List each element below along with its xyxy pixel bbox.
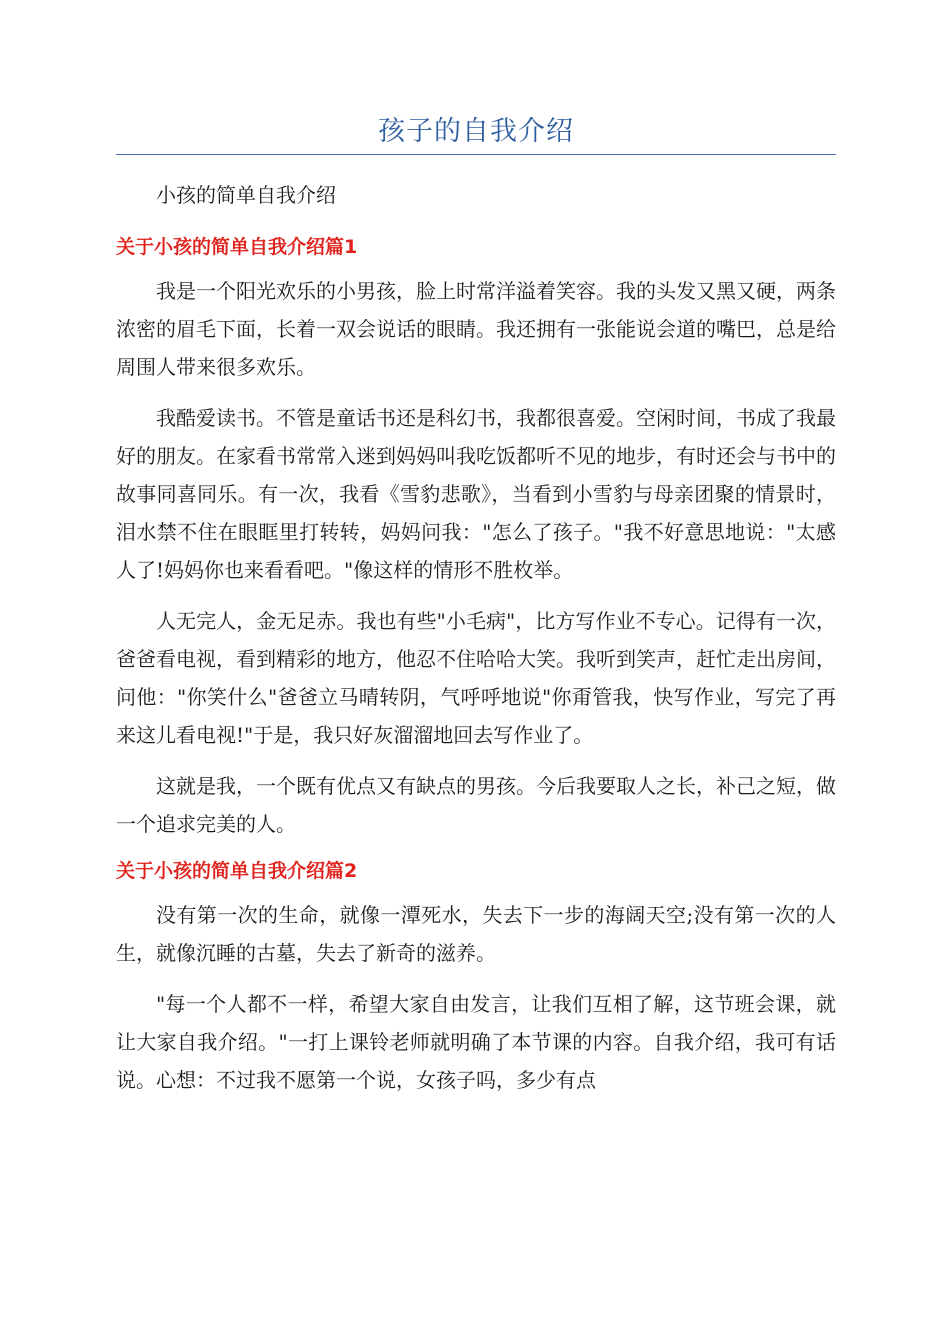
section-heading: 关于小孩的简单自我介绍篇1 xyxy=(116,236,358,258)
paragraph: 人无完人，金无足赤。我也有些"小毛病"，比方写作业不专心。记得有一次，爸爸看电视，看到精彩的地方，他忍不住哈哈大笑。我听到笑声，赶忙走出房间，问他："你笑什么"爸爸立马晴转阴，气呼呼地说"你甭管我，快写作业，写完了再来这儿看电视!"于是，我只好灰溜溜地回去写作业了。 xyxy=(116,609,836,747)
paragraph: 我是一个阳光欢乐的小男孩，脸上时常洋溢着笑容。我的头发又黑又硬，两条浓密的眉毛下面，长着一双会说话的眼睛。我还拥有一张能说会道的嘴巴，总是给周围人带来很多欢乐。 xyxy=(116,279,836,379)
section-2 xyxy=(116,856,836,1099)
title-underline xyxy=(116,154,836,155)
document-title: 孩子的自我介绍 xyxy=(378,116,574,147)
paragraph: 我酷爱读书。不管是童话书还是科幻书，我都很喜爱。空闲时间，书成了我最好的朋友。在家看书常常入迷到妈妈叫我吃饭都听不见的地步，有时还会与书中的故事同喜同乐。有一次，我看《雪豹悲歌》，当看到小雪豹与母亲团聚的情景时，泪水禁不住在眼眶里打转转，妈妈问我："怎么了孩子。"我不好意思地说："太感人了!妈妈你也来看看吧。"像这样的情形不胜枚举。 xyxy=(116,406,836,582)
paragraph: "每一个人都不一样，希望大家自由发言，让我们互相了解，这节班会课，就让大家自我介绍。"一打上课铃老师就明确了本节课的内容。自我介绍，我可有话说。心想：不过我不愿第一个说，女孩子吗，多少有点 xyxy=(116,992,836,1092)
paragraph: 没有第一次的生命，就像一潭死水，失去下一步的海阔天空;没有第一次的人生，就像沉睡的古墓，失去了新奇的滋养。 xyxy=(116,903,836,965)
document-subtitle: 小孩的简单自我介绍 xyxy=(156,183,336,207)
section-1 xyxy=(116,232,836,843)
section-heading: 关于小孩的简单自我介绍篇2 xyxy=(116,860,358,882)
document-body xyxy=(116,176,836,1112)
paragraph: 这就是我，一个既有优点又有缺点的男孩。今后我要取人之长，补己之短，做一个追求完美的人。 xyxy=(116,774,836,836)
